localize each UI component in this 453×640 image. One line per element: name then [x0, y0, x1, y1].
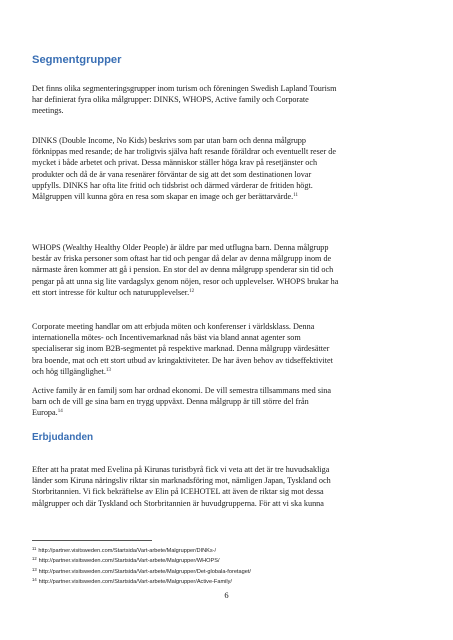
- footnote-number: 12: [32, 556, 37, 562]
- paragraph-line: [32, 332, 432, 343]
- paragraph-whops: [32, 242, 432, 298]
- footnote-link[interactable]: http://partner.visitsweden.com/Startsida/Vart-arbete/Malgrupper/Det-globala-foretaget/: [38, 568, 251, 575]
- paragraph-line: [32, 169, 432, 180]
- line-text: Det finns olika segmenteringsgrupper inom turism och föreningen Swedish Lapland Tourism: [32, 84, 337, 93]
- line-text: förknippas med resande; de har troligtvis själva haft resande föräldrar och eventuellt reser de: [32, 147, 336, 157]
- paragraph-line: [32, 366, 432, 377]
- footnote-reference[interactable]: 11: [293, 193, 299, 199]
- paragraph-line: [32, 83, 432, 94]
- paragraph-line: [32, 264, 432, 275]
- line-text: länder som Kiruna näringsliv riktar sin marknadsföring mot, nämligen Japan, Tyskland och: [32, 476, 331, 486]
- paragraph-line: [32, 180, 432, 191]
- paragraph-line: [32, 407, 432, 418]
- paragraph-erbjudanden: [32, 464, 432, 509]
- paragraph-line: [32, 135, 432, 146]
- line-text: Active family är en familj som har ordnad ekonomi. De vill semestra tillsammans med sina: [32, 386, 331, 395]
- paragraph-corporate-meeting: [32, 321, 432, 377]
- footnote-separator: [32, 540, 152, 541]
- footnote-reference[interactable]: 13: [105, 367, 111, 373]
- paragraph-intro: [32, 83, 432, 117]
- paragraph-dinks: [32, 135, 432, 202]
- footnote-reference[interactable]: 12: [189, 288, 195, 294]
- footnote-link[interactable]: http://partner.visitsweden.com/Startsida/Vart-arbete/Malgrupper/WHOPS/: [38, 558, 220, 565]
- footnote-number: 11: [32, 546, 37, 551]
- line-text: Målgruppen vill kunna göra en resa som skapar en image och ger berättarvärde.: [32, 192, 294, 202]
- line-text: produkter och då de är vana resenärer förväntar de sig att det som destinationen lovar: [32, 169, 312, 179]
- line-text: WHOPS (Wealthy Healthy Older People) är äldre par med utflugna barn. Denna målgrupp: [32, 243, 329, 252]
- paragraph-line: [32, 486, 432, 497]
- footnote-item: [32, 555, 432, 565]
- line-text: Corporate meeting handlar om att erbjuda möten och konferenser i världsklass. Denna: [32, 322, 315, 331]
- paragraph-line: [32, 287, 432, 298]
- line-text: specialiserar sig inom B2B-segmentet på respektive marknad. Denna målgrupp värdesätter: [32, 344, 330, 354]
- section-heading-segmentgrupper: Segmentgrupper: [32, 54, 122, 66]
- line-text: ett stort intresse för kultur och naturupplevelser.: [32, 287, 190, 297]
- line-text: Storbritannien. Vi fick bekräftelse av Elin på ICEHOTEL att även de riktar sig mot dessa: [32, 487, 324, 497]
- line-text: Efter att ha pratat med Evelina på Kirunas turistbyrå fick vi veta att det är tre huvudsakliga: [32, 465, 330, 474]
- line-text: målgrupper och där Tyskland och Storbritannien är huvudgrupperna. För att vi ska kunna: [32, 498, 324, 508]
- footnote-number: 13: [32, 566, 37, 572]
- line-text: barn och de vill ge sina barn en trygg uppväxt. Denna målgrupp är till större del från: [32, 397, 309, 407]
- paragraph-line: [32, 355, 432, 366]
- line-text: Europa.: [32, 408, 58, 418]
- footnote-item: [32, 576, 432, 586]
- paragraph-line: [32, 253, 432, 264]
- footnote-item: [32, 545, 432, 555]
- paragraph-line: [32, 157, 432, 168]
- line-text: meetings.: [32, 106, 64, 116]
- line-text: bra boende, mat och ett stort utbud av kringaktiviteter. De har även behov av tidseffektivitet: [32, 355, 333, 365]
- footnote-number: 14: [32, 577, 37, 583]
- line-text: närmaste åren kommer att gå i pension. En stor del av denna målgrupp spenderar sin tid och: [32, 265, 334, 275]
- paragraph-line: [32, 385, 432, 396]
- footnote-item: [32, 566, 432, 576]
- paragraph-line: [32, 94, 432, 105]
- paragraph-line: [32, 343, 432, 354]
- line-text: har definierat fyra olika målgrupper: DINKS, WHOPS, Active family och Corporate: [32, 95, 309, 105]
- line-text: DINKS (Double Income, No Kids) beskrivs som par utan barn och denna målgrupp: [32, 136, 306, 145]
- paragraph-line: [32, 396, 432, 407]
- paragraph-line: [32, 146, 432, 157]
- paragraph-line: [32, 498, 432, 509]
- paragraph-active-family: [32, 385, 432, 419]
- line-text: består av friska personer som oftast har tid och pengar då delar av denna målgrupp inom de: [32, 254, 332, 264]
- page-number: 6: [224, 590, 229, 600]
- line-text: och hög tillgänglighet.: [32, 366, 106, 376]
- section-heading-erbjudanden: Erbjudanden: [32, 432, 94, 443]
- line-text: mycket i både arbetet och privat. Dessa människor ställer höga krav på resetjänster och: [32, 158, 318, 168]
- line-text: pengar på att unna sig lite vardagslyx genom nöjen, resor och upplevelser. WHOPS brukar ha: [32, 276, 339, 286]
- line-text: internationella mötes- och Incentivemarknad nås bäst via bland annat agenter som: [32, 333, 301, 343]
- footnote-link[interactable]: http://partner.visitsweden.com/Startsida/Vart-arbete/Malgrupper/Active-Family/: [38, 579, 232, 586]
- paragraph-line: [32, 242, 432, 253]
- line-text: uppfylls. DINKS har ofta lite fritid och tidsbrist och därmed värderar de fritiden högt.: [32, 180, 313, 190]
- paragraph-line: [32, 276, 432, 287]
- footnotes: [32, 545, 432, 587]
- footnote-link[interactable]: http://partner.visitsweden.com/Startsida/Vart-arbete/Malgrupper/DINKs-/: [38, 548, 217, 554]
- paragraph-line: [32, 191, 432, 202]
- paragraph-line: [32, 475, 432, 486]
- paragraph-line: [32, 321, 432, 332]
- footnote-reference[interactable]: 14: [57, 409, 63, 415]
- paragraph-line: [32, 105, 432, 116]
- paragraph-line: [32, 464, 432, 475]
